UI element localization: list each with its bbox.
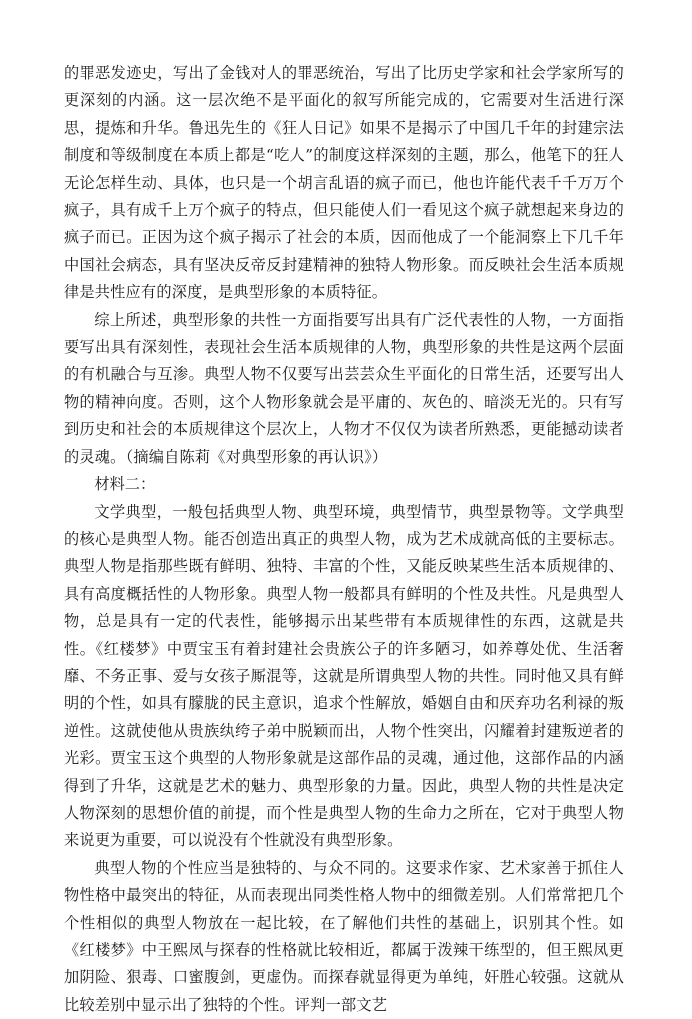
paragraph-4: 文学典型，一般包括典型人物、典型环境，典型情节，典型景物等。文学典型的核心是典型人物。能否创造出真正的典型人物，成为艺术成就高低的主要标志。典型人物是指那些既有鲜明、独特、丰富的个性，又能反映某些生活本质规律的、具有高度概括性的人物形象。典型人物一般都具有鲜明的个性及共性。凡是典型人物，总是具有一定的代表性，能够揭示出某些带有本质规律性的东西，这就是共性。《红楼梦》中贾宝玉有着封建社会贵族公子的许多陋习，如养尊处优、生活奢靡、不务正事、爱与女孩子厮混等，这就是所谓典型人物的共性。同时他又具有鲜明的个性，如具有朦胧的民主意识，追求个性解放，婚姻自由和厌弃功名利禄的叛逆性。这就使他从贵族纨绔子弟中脱颖而出，人物个性突出，闪耀着封建叛逆者的光彩。贾宝玉这个典型的人物形象就是这部作品的灵魂，通过他，这部作品的内涵得到了升华，这就是艺术的魅力、典型形象的力量。因此，典型人物的共性是决定人物深刻的思想价值的前提，而个性是典型人物的生命力之所在，它对于典型人物来说更为重要，可以说没有个性就没有典型形象。 xyxy=(64,502,624,850)
section-heading-material-2: 材料二： xyxy=(94,475,156,494)
document-page xyxy=(64,60,624,1019)
paragraph-5: 典型人物的个性应当是独特的、与众不同的。这要求作家、艺术家善于抓住人物性格中最突出的特征，从而表现出同类性格人物中的细微差别。人们常常把几个个性相似的典型人物放在一起比较，在了解他们共性的基础上，识别其个性。如《红楼梦》中王熙凤与探春的性格就比较相近，都属于泼辣干练型的，但王熙凤更加阴险、狠毒、口蜜腹剑，更虚伪。而探春就显得更为单纯，奸胜心较强。这就从比较差别中显示出了独特的个性。评判一部文艺 xyxy=(64,858,624,1014)
paragraph-2: 综上所述，典型形象的共性一方面指要写出具有广泛代表性的人物，一方面指要写出具有深刻性，表现社会生活本质规律的人物，典型形象的共性是这两个层面的有机融合与互渗。典型人物不仅要写出芸芸众生平面化的日常生活，还要写出人物的精神向度。否则，这个人物形象就会是平庸的、灰色的、暗淡无光的。只有写到历史和社会的本质规律这个层次上，人物才不仅仅为读者所熟悉，更能撼动读者的灵魂。（摘编自陈莉《对典型形象的再认识》） xyxy=(64,310,624,466)
paragraph-1: 的罪恶发迹史，写出了金钱对人的罪恶统治，写出了比历史学家和社会学家所写的更深刻的内涵。这一层次绝不是平面化的叙写所能完成的，它需要对生活进行深思，提炼和升华。鲁迅先生的《狂人日记》如果不是揭示了中国几千年的封建宗法制度和等级制度在本质上都是“吃人”的制度这样深刻的主题，那么，他笔下的狂人无论怎样生动、具体，也只是一个胡言乱语的疯子而已，他也许能代表千千万万个疯子，具有成千上万个疯子的特点，但只能使人们一看见这个疯子就想起来身边的疯子而已。正因为这个疯子揭示了社会的本质，因而他成了一个能洞察上下几千年中国社会病态，具有坚决反帝反封建精神的独特人物形象。而反映社会生活本质规律是共性应有的深度，是典型形象的本质特征。 xyxy=(64,64,624,302)
